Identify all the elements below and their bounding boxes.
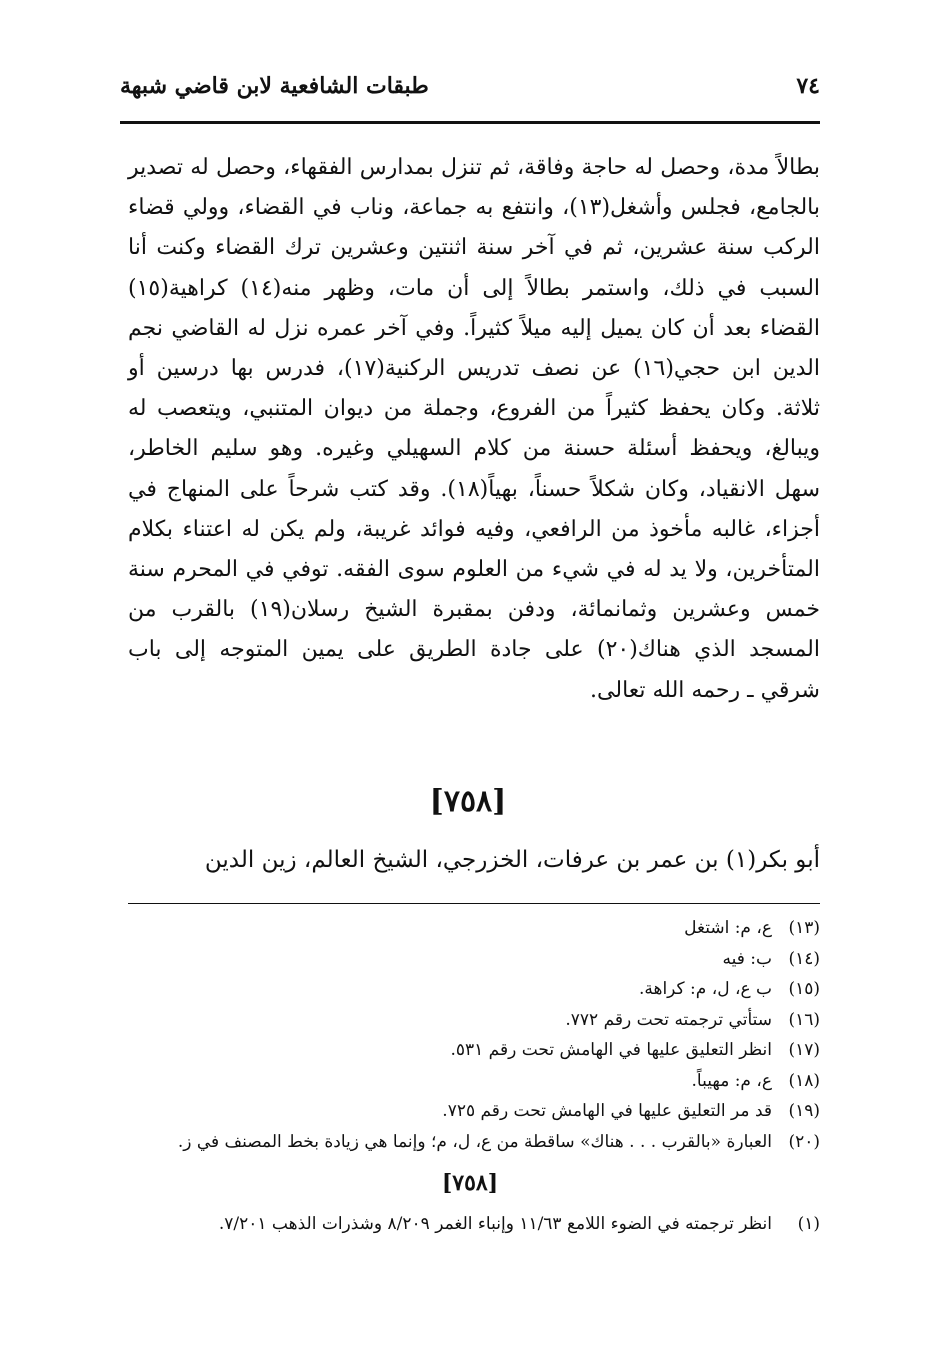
footnote-rule [128, 903, 820, 904]
footnote-number: (١٨) [788, 1070, 820, 1091]
footnote-number: (١٧) [788, 1040, 820, 1060]
main-text [128, 148, 820, 711]
footnote-number: (١٤) [788, 948, 820, 969]
footnote-text: ع، م: اشتغل [684, 918, 772, 938]
footnote-text: انظر ترجمته في الضوء اللامع ١١/٦٣ وإنباء الغمر ٨/٢٠٩ وشذرات الذهب ٧/٢٠١. [218, 1214, 772, 1234]
footnotes [120, 913, 820, 1240]
header-rule [120, 121, 820, 124]
footnote-number: (١) [797, 1214, 820, 1234]
footnote-number: (١٦) [788, 1009, 820, 1030]
body-paragraph: بطالاً مدة، وحصل له حاجة وفاقة، ثم تنزل بمدارس الفقهاء، وحصل له تصدير بالجامع، فجلس وأشغل(١٣)، وانتفع به جماعة، وناب في القضاء، وولي قضاء الركب سنة عشرين، ثم في آخر سنة اثنتين وعشرين ترك القضاء وكنت أنا السبب في ذلك، واستمر بطالاً إلى أن مات، وظهر منه(١٤) كراهية(١٥) القضاء بعد أن كان يميل إليه ميلاً كثيراً. وفي آخر عمره نزل له القاضي نجم الدين ابن حجي(١٦) عن نصف تدريس الركنية(١٧)، فدرس بها درسين أو ثلاثة. وكان يحفظ كثيراً من الفروع، وجملة من ديوان المتنبي، ويتعصب له ويبالغ، ويحفظ أسئلة حسنة من كلام السهيلي وغيره. وهو سليم الخاطر، سهل الانقياد، وكان شكلاً حسناً، بهياً(١٨). وقد كتب شرحاً على المنهاج في أجزاء، غالبه مأخوذ من الرافعي، وفيه فوائد غريبة، ولم يكن له اعتناء بكلام المتأخرين، ولا يد له في شيء من العلوم سوى الفقه. توفي في المحرم سنة خمس وعشرين وثمانمائة، ودفن بمقبرة الشيخ رسلان(١٩) بالقرب من المسجد الذي هناك(٢٠) على جادة الطريق على يمين المتوجه إلى باب شرقي ـ رحمه الله تعالى. [128, 155, 821, 703]
footnote-item [120, 1209, 820, 1240]
footnote-number: (١٣) [788, 918, 820, 938]
entry-heading-line: أبو بكر(١) بن عمر بن عرفات، الخزرجي، الشيخ العالم، زين الدين [204, 847, 820, 873]
footnote-item [120, 1005, 820, 1036]
footnote-item [120, 944, 820, 975]
book-title: طبقات الشافعية لابن قاضي شبهة [120, 73, 429, 99]
footnote-text: ع، م: مهيباً. [691, 1070, 772, 1091]
footnote-item [120, 1096, 820, 1127]
footnote-item [120, 1127, 820, 1158]
footnote-number: (٢٠) [788, 1131, 820, 1152]
entry-number: [٧٥٨] [429, 784, 507, 819]
footnote-item [120, 1066, 820, 1097]
footnote-text: ب: فيه [722, 948, 772, 969]
footnote-item [120, 913, 820, 944]
footnote-number: (١٩) [788, 1101, 820, 1121]
footnote-text: انظر التعليق عليها في الهامش تحت رقم ٥٣١. [450, 1040, 772, 1060]
footnote-text: ب ع، ل، م: كراهة. [638, 979, 772, 999]
running-header [120, 66, 820, 106]
footnote-text: قد مر التعليق عليها في الهامش تحت رقم ٧٢٥. [442, 1101, 772, 1121]
footnote-item [120, 974, 820, 1005]
page-number: ٧٤ [796, 73, 820, 99]
footnote-text: ستأتي ترجمته تحت رقم ٧٧٢. [565, 1009, 772, 1030]
footnote-section-number: [٧٥٨] [441, 1170, 499, 1196]
footnote-number: (١٥) [788, 979, 820, 999]
footnote-item [120, 1035, 820, 1066]
footnote-text: العبارة «بالقرب . . . هناك» ساقطة من ع، ل، م؛ وإنما هي زيادة بخط المصنف في ز. [177, 1131, 772, 1152]
